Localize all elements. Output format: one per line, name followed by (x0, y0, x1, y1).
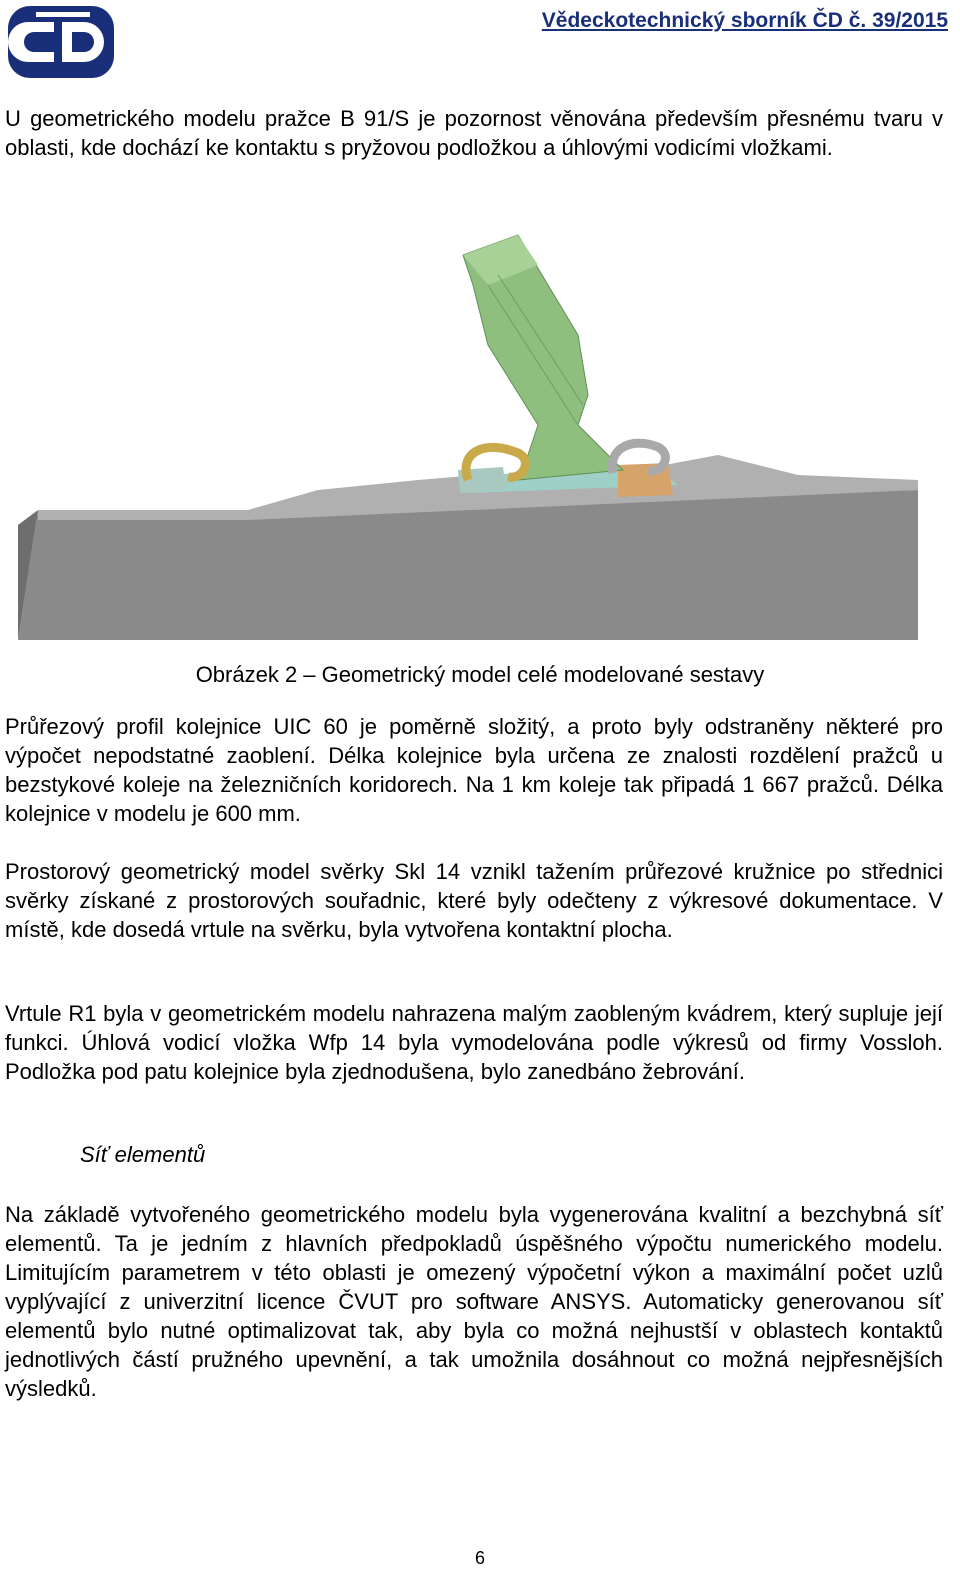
figure-caption: Obrázek 2 – Geometrický model celé modelované sestavy (195, 662, 765, 687)
geometric-model-figure (18, 225, 938, 650)
paragraph-rail-profile: Průřezový profil kolejnice UIC 60 je poměrně složitý, a proto byly odstraněny některé pro výpočet nepodstatné zaoblení. Délka kolejnice byla určena ze znalosti rozdělení pražců u bezstykové koleje na železničních koridorech. Na 1 km koleje tak připadá 1 667 pražců. Délka kolejnice v modelu je 600 mm. (5, 714, 943, 826)
paragraph-sleeper-model: U geometrického modelu pražce B 91/S je pozornost věnována především přesnému tvaru v oblasti, kde dochází ke kontaktu s pryžovou podložkou a úhlovými vodicími vložkami. (5, 106, 943, 160)
section-heading: Síť elementů (80, 1142, 206, 1167)
paragraph-mesh: Na základě vytvořeného geometrického modelu byla vygenerována kvalitní a bezchybná síť elementů. Ta je jedním z hlavních předpokladů úspěšného výpočtu numerického modelu. Limitujícím parametrem v této oblasti je omezený výpočetní výkon a maximální počet uzlů vyplývající z univerzitní licence ČVUT pro software ANSYS. Automaticky generovanou síť elementů bylo nutné optimalizovat tak, aby byla co možná nejhustší v oblastech kontaktů jednotlivých částí pružného upevnění, a tak umožnila dosáhnout co možná nejpřesnějších výsledků. (5, 1202, 943, 1401)
paragraph-clip-model: Prostorový geometrický model svěrky Skl 14 vznikl tažením průřezové kružnice po střednici svěrky získané z prostorových souřadnic, které byly odečteny z výkresové dokumentace. V místě, kde dosedá vrtule na svěrku, byla vytvořena kontaktní plocha. (5, 859, 943, 942)
page-number: 6 (474, 1548, 485, 1568)
journal-title: Vědeckotechnický sborník ČD č. 39/2015 (541, 9, 948, 32)
cd-logo (6, 4, 116, 80)
paragraph-screw-and-guide: Vrtule R1 byla v geometrickém modelu nahrazena malým zaobleným kvádrem, který supluje její funkci. Úhlová vodicí vložka Wfp 14 byla vymodelována podle výkresů od firmy Vossloh. Podložka pod patu kolejnice byla zjednodušena, bylo zanedbáno žebrování. (5, 1001, 943, 1084)
